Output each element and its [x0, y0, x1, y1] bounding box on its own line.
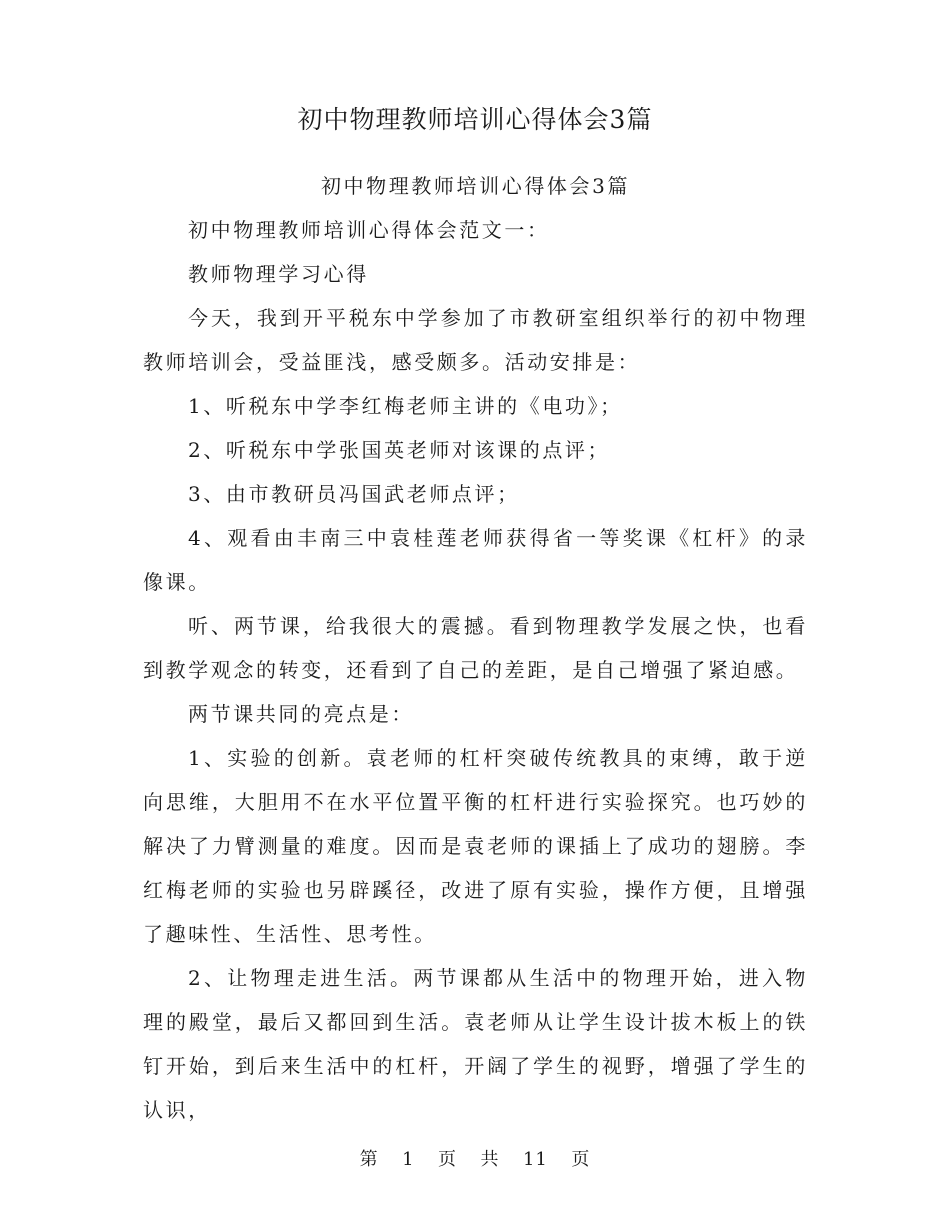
- document-subtitle: 初中物理教师培训心得体会3篇: [320, 174, 631, 198]
- list-item: 1、听税东中学李红梅老师主讲的《电功》；: [188, 394, 623, 418]
- paragraph: 1、实验的创新。袁老师的杠杆突破传统教具的束缚，敢于逆向思维，大胆用不在水平位置平衡的杠杆进行实验探究。也巧妙的解决了力臂测量的难度。因而是袁老师的课插上了成功的翅膀。李红梅老师的实验也另辟蹊径，改进了原有实验，操作方便，且增强了趣味性、生活性、思考性。: [143, 746, 808, 946]
- list-item: 4、观看由丰南三中袁桂莲老师获得省一等奖课《杠杆》的录像课。: [143, 526, 808, 594]
- total-pages-number: 11: [522, 1149, 548, 1170]
- current-page-number: 1: [402, 1149, 415, 1170]
- paragraph: 听、两节课，给我很大的震撼。看到物理教学发展之快，也看到教学观念的转变，还看到了自己的差距，是自己增强了紧迫感。: [143, 614, 808, 682]
- document-title: 初中物理教师培训心得体会3篇: [297, 105, 653, 134]
- document-body: [143, 164, 808, 1132]
- page-footer: [0, 1146, 950, 1174]
- page-label-mid: 页: [438, 1149, 458, 1170]
- list-item: 3、由市教研员冯国武老师点评；: [188, 482, 520, 506]
- paragraph: 2、让物理走进生活。两节课都从生活中的物理开始，进入物理的殿堂，最后又都回到生活。袁老师从让学生设计拔木板上的铁钉开始，到后来生活中的杠杆，开阔了学生的视野，增强了学生的认识，: [143, 966, 808, 1122]
- paragraph-heading: 教师物理学习心得: [188, 262, 369, 286]
- total-label: 共: [480, 1149, 500, 1170]
- page-label-prefix: 第: [359, 1149, 379, 1170]
- list-item: 2、听税东中学张国英老师对该课的点评；: [188, 438, 611, 462]
- paragraph-section-heading: 初中物理教师培训心得体会范文一：: [188, 218, 550, 242]
- paragraph: 今天，我到开平税东中学参加了市教研室组织举行的初中物理教师培训会，受益匪浅，感受颇多。活动安排是：: [143, 306, 808, 374]
- page-label-suffix: 页: [571, 1149, 591, 1170]
- paragraph: 两节课共同的亮点是：: [188, 702, 414, 726]
